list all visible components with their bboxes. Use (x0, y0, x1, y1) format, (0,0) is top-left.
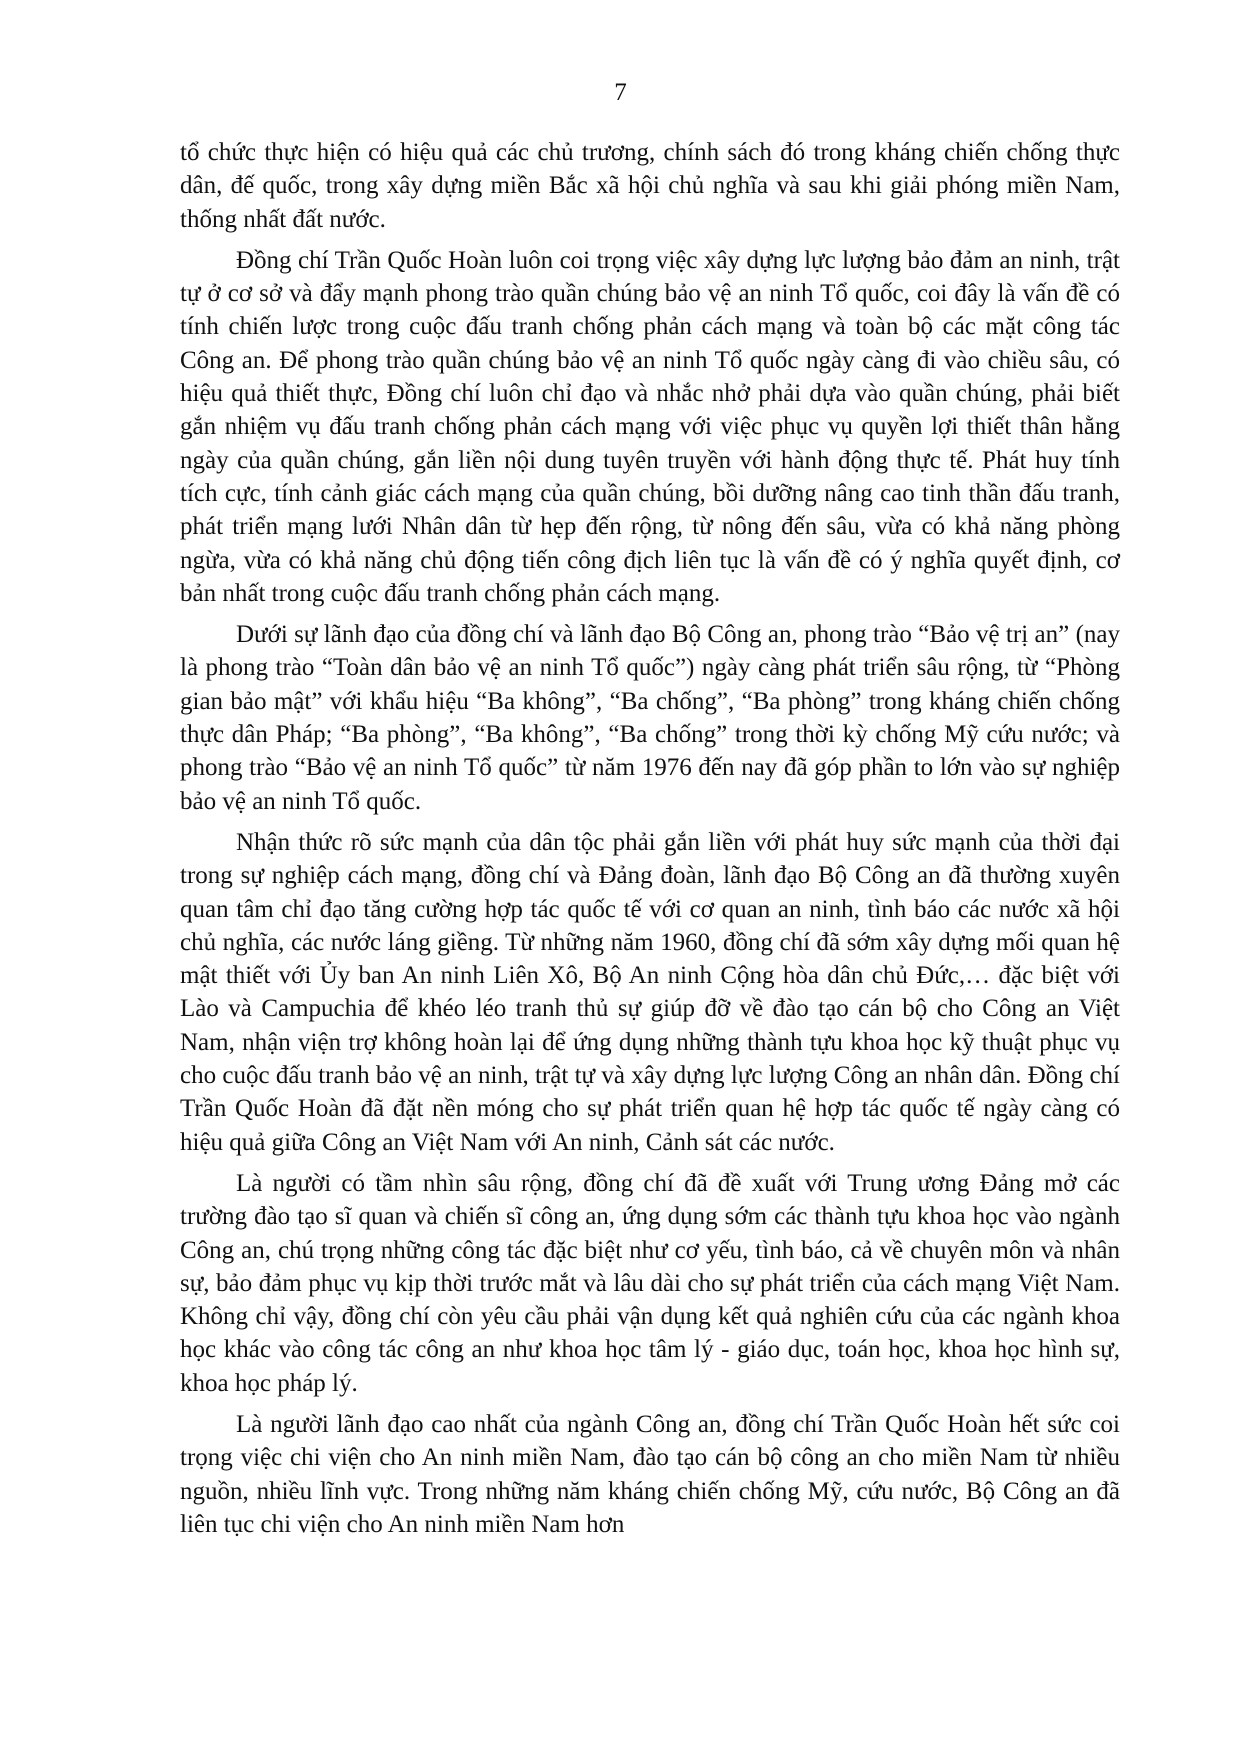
paragraph-4: Nhận thức rõ sức mạnh của dân tộc phải gắn liền với phát huy sức mạnh của thời đại trong sự nghiệp cách mạng, đồng chí và Đảng đoàn, lãnh đạo Bộ Công an đã thường xuyên quan tâm chỉ đạo tăng cường hợp tác quốc tế với cơ quan an ninh, tình báo các nước xã hội chủ nghĩa, các nước láng giềng. Từ những năm 1960, đồng chí đã sớm xây dựng mối quan hệ mật thiết với Ủy ban An ninh Liên Xô, Bộ An ninh Cộng hòa dân chủ Đức,… đặc biệt với Lào và Campuchia để khéo léo tranh thủ sự giúp đỡ về đào tạo cán bộ cho Công an Việt Nam, nhận viện trợ không hoàn lại để ứng dụng những thành tựu khoa học kỹ thuật phục vụ cho cuộc đấu tranh bảo vệ an ninh, trật tự và xây dựng lực lượng Công an nhân dân. Đồng chí Trần Quốc Hoàn đã đặt nền móng cho sự phát triển quan hệ hợp tác quốc tế ngày càng có hiệu quả giữa Công an Việt Nam với An ninh, Cảnh sát các nước. (180, 828, 1120, 1156)
paragraph-1: tổ chức thực hiện có hiệu quả các chủ trương, chính sách đó trong kháng chiến chống thực dân, đế quốc, trong xây dựng miền Bắc xã hội chủ nghĩa và sau khi giải phóng miền Nam, thống nhất đất nước. (180, 139, 1120, 233)
page-number: 7 (614, 79, 627, 106)
paragraph-5: Là người có tầm nhìn sâu rộng, đồng chí đã đề xuất với Trung ương Đảng mở các trường đào tạo sĩ quan và chiến sĩ công an, ứng dụng sớm các thành tựu khoa học vào ngành Công an, chú trọng những công tác đặc biệt như cơ yếu, tình báo, cả về chuyên môn và nhân sự, bảo đảm phục vụ kịp thời trước mắt và lâu dài cho sự phát triển của cách mạng Việt Nam. Không chỉ vậy, đồng chí còn yêu cầu phải vận dụng kết quả nghiên cứu của các ngành khoa học khác vào công tác công an như khoa học tâm lý - giáo dục, toán học, khoa học hình sự, khoa học pháp lý. (180, 1169, 1120, 1397)
paragraph-2: Đồng chí Trần Quốc Hoàn luôn coi trọng việc xây dựng lực lượng bảo đảm an ninh, trật tự ở cơ sở và đẩy mạnh phong trào quần chúng bảo vệ an ninh Tổ quốc, coi đây là vấn đề có tính chiến lược trong cuộc đấu tranh chống phản cách mạng và toàn bộ các mặt công tác Công an. Để phong trào quần chúng bảo vệ an ninh Tổ quốc ngày càng đi vào chiều sâu, có hiệu quả thiết thực, Đồng chí luôn chỉ đạo và nhắc nhở phải dựa vào quần chúng, phải biết gắn nhiệm vụ đấu tranh chống phản cách mạng với việc phục vụ quyền lợi thiết thân hằng ngày của quần chúng, gắn liền nội dung tuyên truyền với hành động thực tế. Phát huy tính tích cực, tính cảnh giác cách mạng của quần chúng, bồi dưỡng nâng cao tinh thần đấu tranh, phát triển mạng lưới Nhân dân từ hẹp đến rộng, từ nông đến sâu, vừa có khả năng phòng ngừa, vừa có khả năng chủ động tiến công địch liên tục là vấn đề có ý nghĩa quyết định, cơ bản nhất trong cuộc đấu tranh chống phản cách mạng. (180, 246, 1120, 607)
paragraph-6: Là người lãnh đạo cao nhất của ngành Công an, đồng chí Trần Quốc Hoàn hết sức coi trọng việc chi viện cho An ninh miền Nam, đào tạo cán bộ công an cho miền Nam từ nhiều nguồn, nhiều lĩnh vực. Trong những năm kháng chiến chống Mỹ, cứu nước, Bộ Công an đã liên tục chi viện cho An ninh miền Nam hơn (180, 1410, 1120, 1538)
body-text (180, 136, 1120, 1549)
paragraph-3: Dưới sự lãnh đạo của đồng chí và lãnh đạo Bộ Công an, phong trào “Bảo vệ trị an” (nay là phong trào “Toàn dân bảo vệ an ninh Tổ quốc”) ngày càng phát triển sâu rộng, từ “Phòng gian bảo mật” với khẩu hiệu “Ba không”, “Ba chống”, “Ba phòng” trong kháng chiến chống thực dân Pháp; “Ba phòng”, “Ba không”, “Ba chống” trong thời kỳ chống Mỹ cứu nước; và phong trào “Bảo vệ an ninh Tổ quốc” từ năm 1976 đến nay đã góp phần to lớn vào sự nghiệp bảo vệ an ninh Tổ quốc. (180, 621, 1120, 815)
